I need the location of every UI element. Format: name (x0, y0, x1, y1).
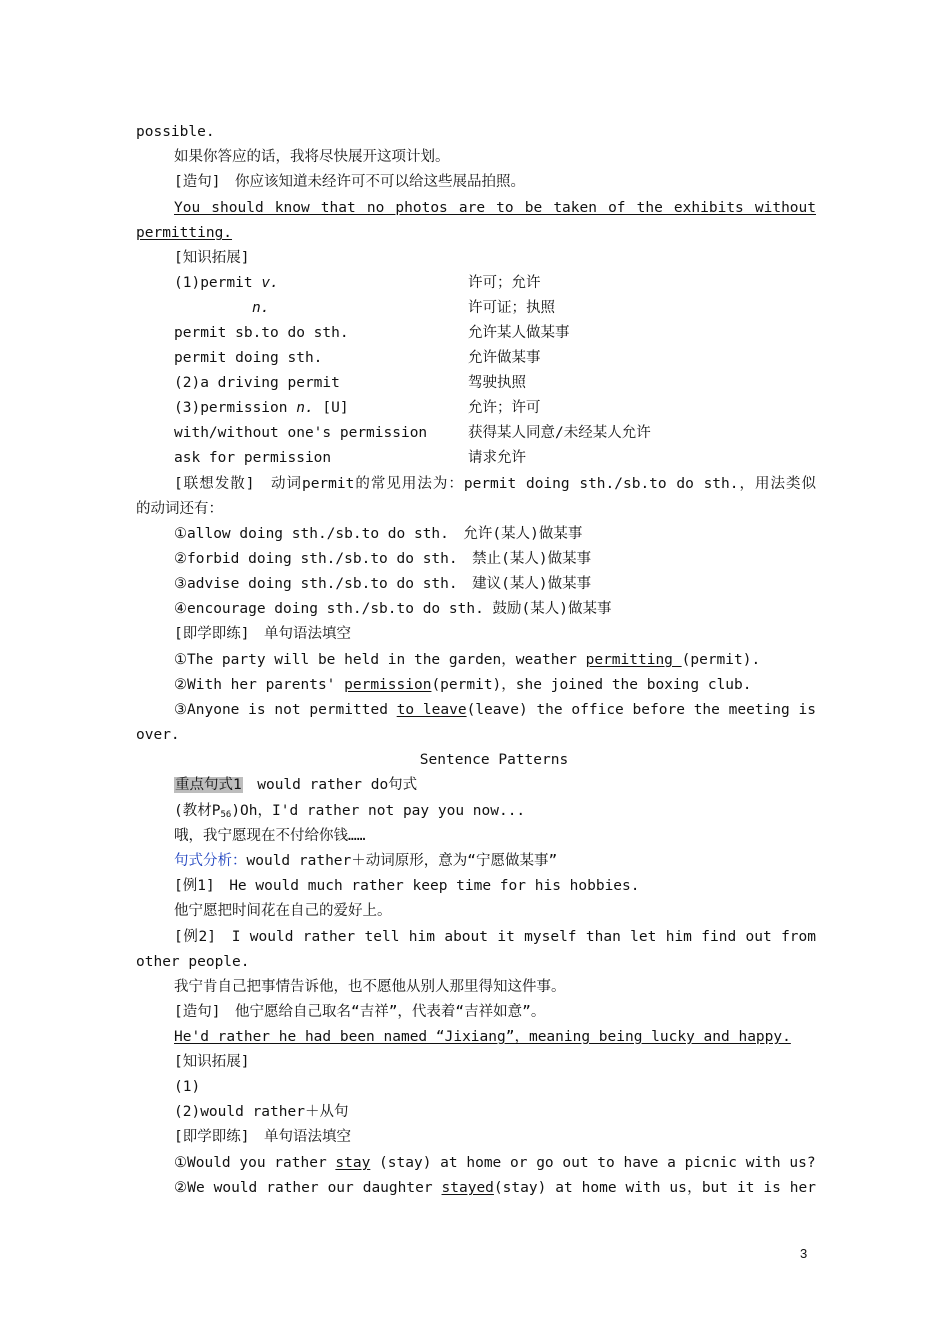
exercise-item (174, 673, 816, 698)
section-heading: [即学即练] 单句语法填空 (174, 626, 351, 642)
vocab-meaning: 允许某人做某事 (468, 325, 570, 341)
pattern-label: 重点句式1 (175, 777, 242, 793)
exercise-text: ③Anyone is not permitted (174, 702, 397, 718)
text-line: (2)would rather＋从句 (174, 1104, 349, 1120)
exercise-item (174, 1151, 816, 1176)
text-line: 哦，我宁愿现在不付给你钱…… (174, 828, 366, 844)
page-ref: 56 (220, 810, 232, 820)
example-text: )Oh，I'd rather not pay you now... (231, 803, 526, 819)
countability: [U] (313, 400, 349, 416)
vocab-row (174, 271, 816, 296)
vocab-term: (3)permission (174, 400, 297, 416)
answer-blank: stay (335, 1155, 371, 1171)
pattern-heading (174, 773, 816, 798)
answer-blank: to leave (396, 702, 467, 718)
vocab-meaning: 获得某人同意/未经某人允许 (468, 425, 651, 441)
section-title: Sentence Patterns (419, 752, 569, 768)
answer-blank: permission (344, 677, 432, 693)
list-item: ③advise doing sth./sb.to do sth. 建议(某人)做某事 (174, 576, 592, 592)
vocab-term: (1)permit (174, 275, 262, 291)
vocab-row (174, 321, 816, 346)
list-item: ②forbid doing sth./sb.to do sth. 禁止(某人)做某事 (174, 551, 592, 567)
exercise-item (174, 698, 816, 723)
vocab-term: permit sb.to do sth. (174, 325, 349, 341)
vocab-row (174, 396, 816, 421)
part-of-speech: n. (252, 300, 270, 316)
vocab-term: ask for permission (174, 450, 332, 466)
answer-sentence: permitting. (136, 225, 233, 241)
vocab-row (174, 371, 816, 396)
text-line: [造句] 他宁愿给自己取名“吉祥”，代表着“吉祥如意”。 (174, 1004, 546, 1020)
part-of-speech: n. (296, 400, 314, 416)
vocab-row (174, 421, 816, 446)
answer-sentence: You should know that no photos are to be taken of the exhibits without (174, 200, 816, 216)
vocab-meaning: 允许做某事 (468, 350, 541, 366)
answer-sentence: He'd rather he had been named “Jixiang”，meaning being lucky and happy. (174, 1029, 791, 1045)
analysis-label: 句式分析： (174, 853, 247, 869)
vocab-meaning: 许可；允许 (468, 275, 541, 291)
exercise-text: ②We would rather our daughter (174, 1180, 442, 1196)
section-heading: [即学即练] 单句语法填空 (174, 1129, 351, 1145)
list-item: ①allow doing sth./sb.to do sth. 允许(某人)做某事 (174, 526, 583, 542)
exercise-text: ①Would you rather (174, 1155, 336, 1171)
vocab-term: permit doing sth. (174, 350, 323, 366)
text-line: [造句] 你应该知道未经许可不可以给这些展品拍照。 (174, 174, 525, 190)
analysis-text: would rather＋动词原形，意为“宁愿做某事” (246, 853, 558, 869)
vocab-meaning: 允许；许可 (468, 400, 541, 416)
exercise-hint: (permit). (681, 652, 761, 668)
exercise-hint: (permit)，she joined the boxing club. (431, 677, 752, 693)
text-line: 我宁肯自己把事情告诉他，也不愿他从别人那里得知这件事。 (174, 979, 566, 995)
part-of-speech: v. (261, 275, 279, 291)
text-line: (1) (174, 1079, 201, 1095)
page-number: 3 (800, 1246, 808, 1261)
exercise-text: ①The party will be held in the garden，weather (174, 652, 586, 668)
text-line: other people. (136, 954, 250, 970)
text-line: [例2] I would rather tell him about it myself than let him find out from (174, 929, 816, 945)
section-heading: [知识拓展] (174, 1054, 250, 1070)
exercise-hint: (leave) the office before the meeting is (466, 702, 816, 718)
vocab-term: (2)a driving permit (174, 375, 340, 391)
text-line: possible. (136, 124, 215, 140)
pattern-title: would rather do句式 (242, 777, 418, 793)
vocab-meaning: 许可证；执照 (468, 300, 555, 316)
vocab-row (174, 446, 816, 471)
text-line: [联想发散] 动词permit的常见用法为：permit doing sth./sb.to do sth.，用法类似 (174, 476, 816, 492)
section-heading: [知识拓展] (174, 250, 250, 266)
text-line: 他宁愿把时间花在自己的爱好上。 (174, 903, 392, 919)
exercise-hint: (stay) at home or go out to have a picnic with us? (370, 1155, 816, 1171)
text-line: 如果你答应的话，我将尽快展开这项计划。 (174, 149, 450, 165)
vocab-row (174, 296, 816, 321)
text-line (174, 799, 816, 824)
exercise-hint: (stay) at home with us，but it is her (493, 1180, 816, 1196)
text-line: [例1] He would much rather keep time for his hobbies. (174, 878, 640, 894)
vocab-meaning: 驾驶执照 (468, 375, 526, 391)
vocab-row (174, 346, 816, 371)
analysis-line (174, 849, 816, 874)
text-line: over. (136, 727, 180, 743)
list-item: ④encourage doing sth./sb.to do sth. 鼓励(某人)做某事 (174, 601, 612, 617)
text-line: 的动词还有： (136, 501, 223, 517)
vocab-term: with/without one's permission (174, 425, 428, 441)
exercise-item (174, 1176, 816, 1201)
source-ref: (教材P (174, 803, 221, 819)
answer-blank: permitting (585, 652, 682, 668)
answer-blank: stayed (441, 1180, 494, 1196)
exercise-text: ②With her parents' (174, 677, 345, 693)
exercise-item (174, 648, 816, 673)
vocab-meaning: 请求允许 (468, 450, 526, 466)
